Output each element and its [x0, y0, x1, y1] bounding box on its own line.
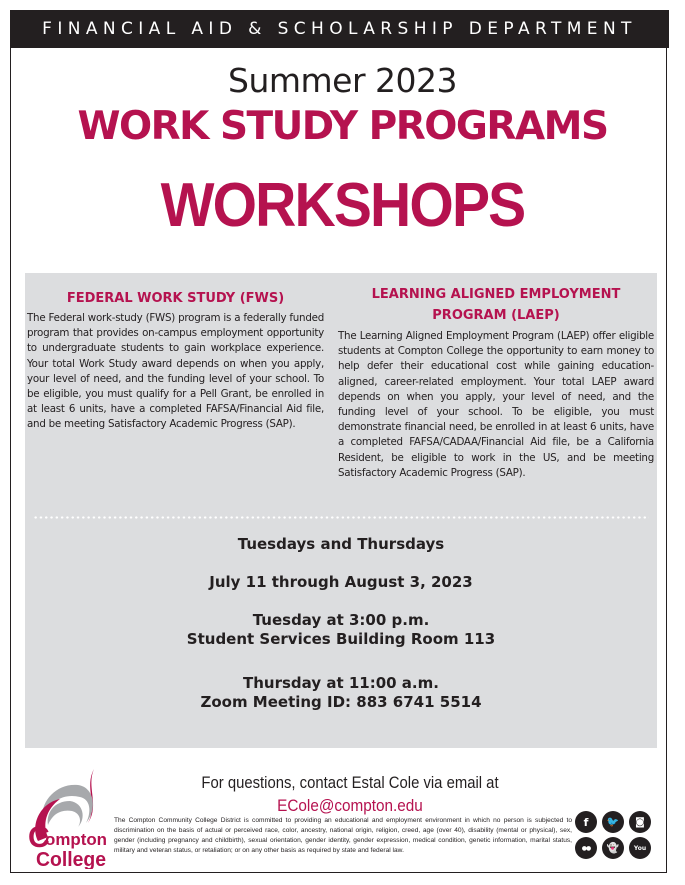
svg-text:C: C — [28, 821, 50, 854]
fws-heading: FEDERAL WORK STUDY (FWS) — [66, 291, 285, 306]
dotted-divider — [33, 516, 649, 519]
program-title: WORK STUDY PROGRAMS — [77, 104, 608, 149]
fws-section — [27, 273, 324, 433]
twitter-icon[interactable]: 🐦 — [602, 811, 624, 833]
snapchat-icon[interactable]: 👻 — [602, 837, 624, 859]
laep-section — [338, 273, 654, 481]
nondiscrimination-disclaimer: The Compton Community College District is committed to providing an educational and employment environment in which no person is subjected to discrimination on the basis of actual or perceived race, color, ancestry, national origin, religion, creed, age (over 40), disability (mental or physical), sex, gender (including pregnancy and childbirth), sexual orientation, gender identity, gender expression, medical condition, genetic information, marital status, military and veteran status, or retaliation; or on any other basis as required by state and federal law. — [114, 817, 572, 854]
fws-description: The Federal work-study (FWS) program is a federally funded program that provides on-campus employment opportunity to undergraduate students to gain workplace experience. Your total Work Study award depends on when you apply, your level of need, and the funding level of your school. To be eligible, you must qualify for a Pell Grant, be enrolled in at least 6 units, have a completed FAFSA/Financial Aid file, and be meeting Satisfactory Academic Progress (SAP). — [27, 312, 324, 431]
schedule-date-range: July 11 through August 3, 2023 — [209, 573, 473, 591]
info-panel — [25, 273, 657, 748]
season-title: Summer 2023 — [228, 61, 457, 100]
instagram-icon[interactable]: ◙ — [629, 811, 651, 833]
department-banner: FINANCIAL AID & SCHOLARSHIP DEPARTMENT — [10, 10, 669, 48]
flickr-icon[interactable]: ●● — [575, 837, 597, 859]
thursday-time: Thursday at 11:00 a.m. — [243, 674, 439, 692]
social-icons — [575, 811, 655, 859]
schedule-days: Tuesdays and Thursdays — [237, 535, 445, 553]
compton-college-logo — [28, 765, 108, 869]
thursday-location: Zoom Meeting ID: 883 6741 5514 — [200, 693, 482, 711]
tuesday-time: Tuesday at 3:00 p.m. — [252, 611, 430, 629]
laep-description: The Learning Aligned Employment Program (LAEP) offer eligible students at Compton College the opportunity to earn money to help defer their educational cost while gaining education-aligned, career-related employment. Your total LAEP award depends on when you apply, your level of need, and the funding level of your school. To be eligible, you must demonstrate financial need, be enrolled in at least 6 units, have a completed FAFSA/CADAA/Financial Aid file, be a California Resident, be eligible to work in the US, and be meeting Satisfactory Academic Progress (SAP). — [338, 330, 654, 479]
contact-email-link[interactable]: ECole@compton.edu — [277, 796, 423, 815]
contact-text: For questions, contact Estal Cole via email at — [201, 774, 499, 792]
logo-swoosh-icon — [28, 765, 108, 869]
facebook-icon[interactable]: f — [575, 811, 597, 833]
svg-text:ompton: ompton — [45, 830, 107, 849]
youtube-icon[interactable]: You — [629, 837, 651, 859]
laep-heading: LEARNING ALIGNED EMPLOYMENT PROGRAM (LAEP) — [371, 287, 621, 323]
tuesday-location: Student Services Building Room 113 — [186, 630, 496, 648]
svg-text:College: College — [36, 849, 106, 869]
workshops-title: WORKSHOPS — [160, 171, 525, 240]
